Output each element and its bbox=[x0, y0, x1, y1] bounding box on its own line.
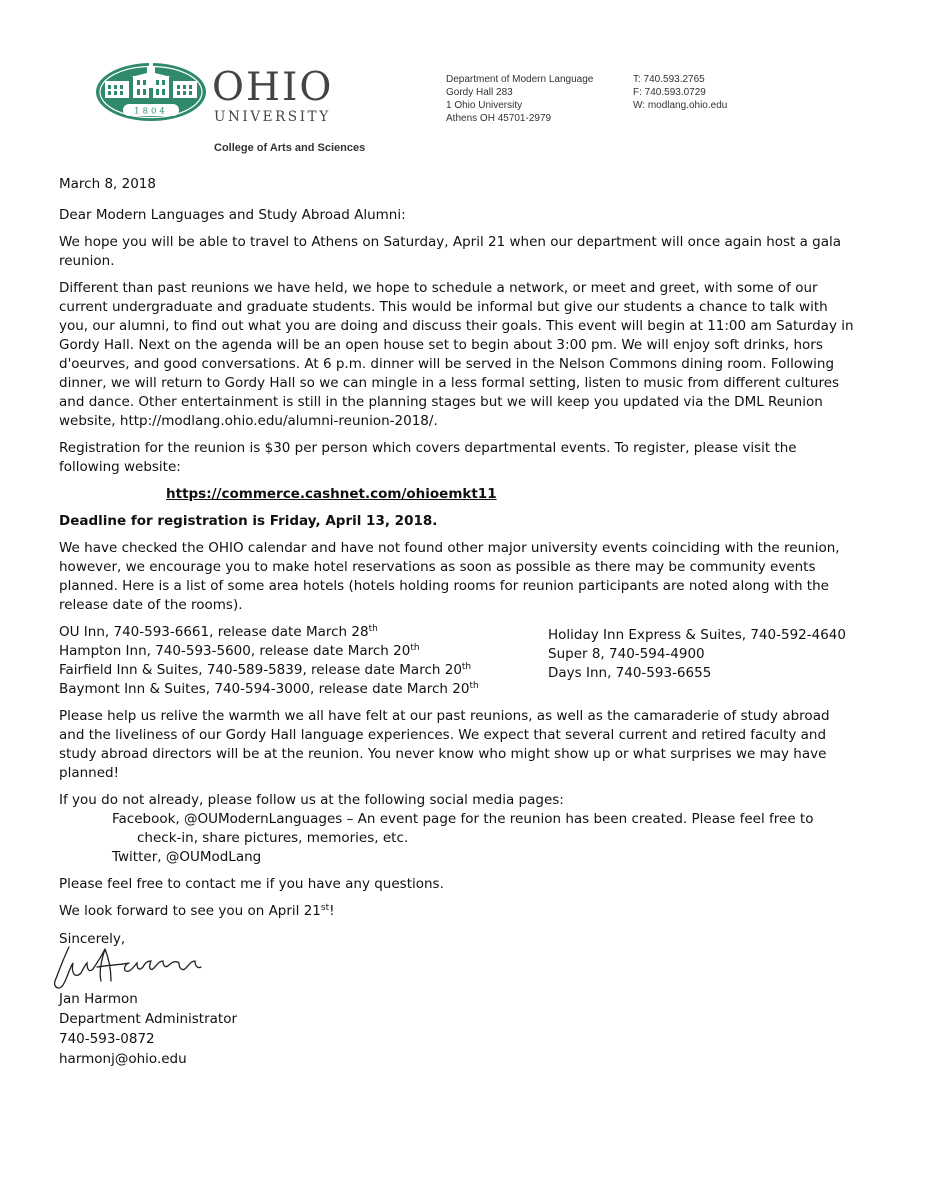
hotel-list-right bbox=[548, 623, 846, 699]
registration-link-line bbox=[59, 485, 859, 504]
hotel-item: OU Inn, 740-593-6661, release date March 28th bbox=[59, 624, 378, 640]
address-line: Athens OH 45701-2979 bbox=[446, 113, 552, 124]
department-address bbox=[446, 73, 593, 125]
seal-year: 1804 bbox=[134, 106, 168, 117]
brand-university: UNIVERSITY bbox=[214, 109, 331, 125]
paragraph-intro: We hope you will be able to travel to Athens on Saturday, April 21 when our department will once again host a gala reunion. bbox=[59, 234, 842, 269]
address-line: Gordy Hall 283 bbox=[446, 87, 513, 98]
closing-remark: We look forward to see you on April 21st! bbox=[59, 903, 335, 919]
letter-body bbox=[59, 175, 859, 1069]
hotel-item: Days Inn, 740-593-6655 bbox=[548, 665, 712, 681]
hotel-item: Baymont Inn & Suites, 740-594-3000, release date March 20th bbox=[59, 681, 479, 697]
signer-phone: 740-593-0872 bbox=[59, 1031, 155, 1047]
signer-email: harmonj@ohio.edu bbox=[59, 1051, 187, 1067]
hotel-item: Hampton Inn, 740-593-5600, release date March 20th bbox=[59, 643, 420, 659]
signature-block bbox=[59, 929, 859, 1069]
paragraph-camaraderie: Please help us relive the warmth we all have felt at our past reunions, as well as the camaraderie of study abroad and the liveliness of our Gordy Hall language experiences. We expect that several current and retired faculty and study abroad directors will be at the reunion. You never know who might show up or what surprises we may have planned! bbox=[59, 708, 830, 781]
hotel-item: Fairfield Inn & Suites, 740-589-5839, release date March 20th bbox=[59, 662, 472, 678]
registration-deadline: Deadline for registration is Friday, April 13, 2018. bbox=[59, 513, 438, 529]
hotel-list-left bbox=[59, 623, 548, 699]
address-line: 1 Ohio University bbox=[446, 100, 523, 111]
registration-link[interactable]: https://commerce.cashnet.com/ohioemkt11 bbox=[166, 486, 497, 502]
twitter-line: Twitter, @OUModLang bbox=[112, 849, 262, 865]
hotel-item: Holiday Inn Express & Suites, 740-592-4640 bbox=[548, 627, 846, 643]
paragraph-schedule: Different than past reunions we have held, we hope to schedule a network, or meet and greet, with some of our current undergraduate and graduate students. This would be informal but give our students a chance to talk with you, our alumni, to find out what you are doing and discuss their goals. This event will begin at 11:00 am Saturday in Gordy Hall. Next on the agenda will be an open house set to begin about 3:00 pm. We will enjoy soft drinks, hors d'oeurves, and good conversations. At 6 p.m. dinner will be served in the Nelson Commons dining room. Following dinner, we will return to Gordy Hall so we can mingle in a less formal setting, listen to music from different cultures and dance. Other entertainment is still in the planning stages but we will keep you updated via the DML Reunion website, http://modlang.ohio.edu/alumni-reunion-2018/. bbox=[59, 280, 854, 429]
signer-title: Department Administrator bbox=[59, 1011, 238, 1027]
social-media-section bbox=[59, 791, 859, 867]
department-contact bbox=[633, 73, 727, 112]
letter-date: March 8, 2018 bbox=[59, 176, 156, 192]
facebook-line-continued: check-in, share pictures, memories, etc. bbox=[137, 830, 409, 846]
brand-ohio: OHIO bbox=[212, 65, 334, 110]
closing: Sincerely, bbox=[59, 931, 126, 947]
handwritten-signature bbox=[49, 939, 859, 989]
hotel-item: Super 8, 740-594-4900 bbox=[548, 646, 705, 662]
hotel-list bbox=[59, 623, 859, 699]
signer-name: Jan Harmon bbox=[59, 991, 138, 1007]
paragraph-hotels: We have checked the OHIO calendar and have not found other major university events coinciding with the reunion, however, we encourage you to make hotel reservations as soon as possible as there may be community events planned. Here is a list of some area hotels (hotels holding rooms for reunion participants are noted along with the release date of the rooms). bbox=[59, 540, 840, 613]
address-line: Department of Modern Language bbox=[446, 74, 594, 85]
college-name: College of Arts and Sciences bbox=[214, 142, 366, 154]
contact-invitation: Please feel free to contact me if you have any questions. bbox=[59, 876, 444, 892]
paragraph-registration: Registration for the reunion is $30 per person which covers departmental events. To register, please visit the following website: bbox=[59, 440, 797, 475]
salutation: Dear Modern Languages and Study Abroad Alumni: bbox=[59, 207, 406, 223]
social-intro: If you do not already, please follow us at the following social media pages: bbox=[59, 792, 564, 808]
ohio-university-seal-logo bbox=[93, 60, 209, 124]
phone-line: T: 740.593.2765 bbox=[633, 74, 705, 85]
facebook-line: Facebook, @OUModernLanguages – An event page for the reunion has been created. Please feel free to bbox=[112, 811, 814, 827]
fax-line: F: 740.593.0729 bbox=[633, 87, 706, 98]
web-line: W: modlang.ohio.edu bbox=[633, 100, 728, 111]
